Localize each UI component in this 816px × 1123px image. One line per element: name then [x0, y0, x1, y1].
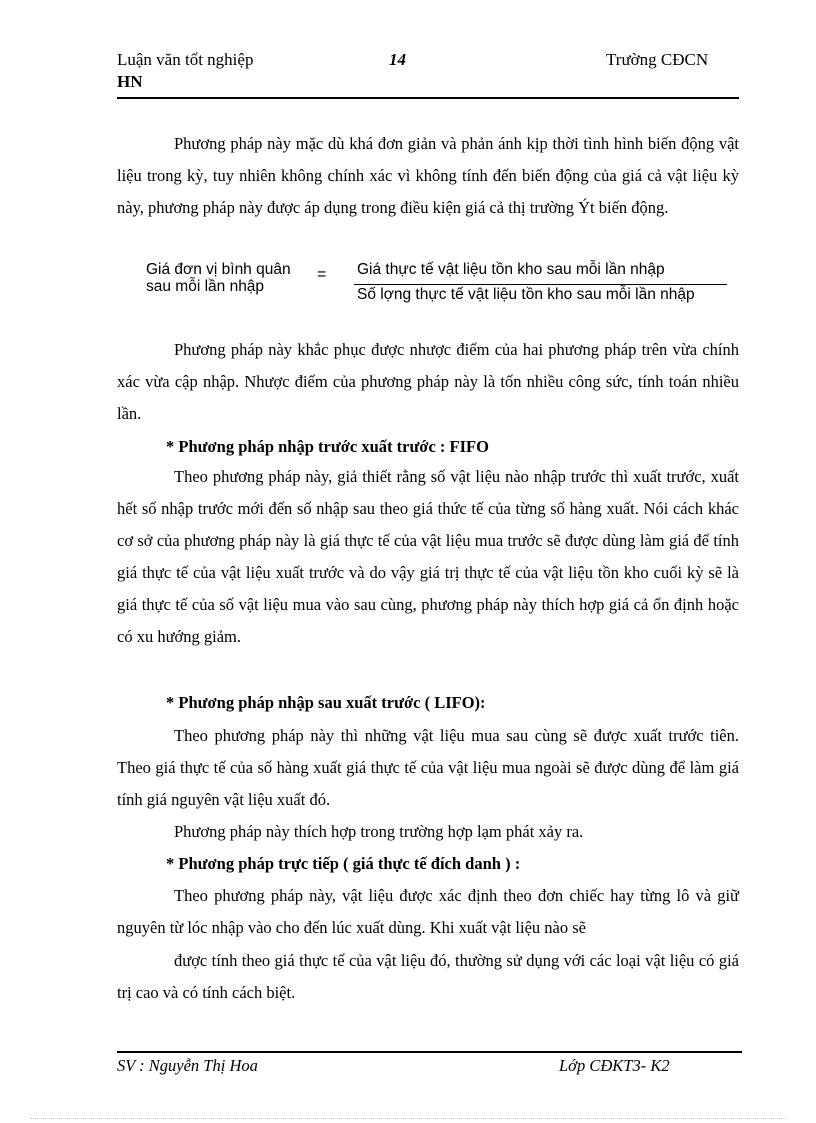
footer-class: Lớp CĐKT3- K2 — [559, 1056, 670, 1075]
paragraph-4: Theo phương pháp này thì những vật liệu mua sau cùng sẽ được xuất trước tiên. Theo giá thực tế của số hàng xuất giá thực tế của vật liệu mua ngoài sẽ được dùng để làm giá tính giá nguyên vật liệu xuất đó. — [117, 726, 739, 809]
page-edge-dots — [30, 1118, 786, 1119]
header-thesis-label: Luận văn tốt nghiệp — [117, 50, 254, 69]
paragraph-2: Phương pháp này khắc phục được nhược điểm của hai phương pháp trên vừa chính xác vừa cập nhập. Nhược điểm của phương pháp này là tốn nhiều công sức, tính toán nhiều lần. — [117, 340, 739, 423]
paragraph-1: Phương pháp này mặc dù khá đơn giản và phản ánh kịp thời tình hình biến động vật liệu trong kỳ, tuy nhiên không chính xác vì không tính đến biến động của giá cả vật liệu kỳ này, phương pháp này được áp dụng trong điều kiện giá cả thị trường Ýt biến động. — [117, 134, 739, 217]
paragraph-3: Theo phương pháp này, giả thiết rằng số vật liệu nào nhập trước thì xuất trước, xuất hết số nhập trước mới đến số nhập sau theo giá thức tế của từng số hàng xuất. Nói cách khác cơ sở của phương pháp này là giá thực tế của vật liệu mua trước sẽ được dùng làm giá để tính giá thực tế của vật liệu xuất trước và do vậy giá trị thực tế của vật liệu tồn kho cuối kỳ sẽ là giá thực tế của số vật liệu mua vào sau cùng, phương pháp này thích hợp giá cả ổn định hoặc có xu hướng giảm. — [117, 467, 739, 646]
formula-equals: = — [317, 266, 327, 283]
heading-fifo: * Phương pháp nhập trước xuất trước : FIFO — [166, 437, 489, 456]
footer-rule — [117, 1051, 742, 1053]
paragraph-7: được tính theo giá thực tế của vật liệu đó, thường sử dụng với các loại vật liệu có giá trị cao và có tính cách biệt. — [117, 951, 739, 1002]
header-left — [117, 49, 317, 93]
heading-lifo: * Phương pháp nhập sau xuất trước ( LIFO): — [166, 693, 486, 712]
formula-label: Giá đơn vị bình quân sau mỗi lần nhập — [146, 261, 291, 295]
header-school: Trường CĐCN — [606, 50, 709, 69]
footer-student: SV : Nguyễn Thị Hoa — [117, 1056, 258, 1075]
header-rule — [117, 97, 739, 99]
paragraph-6: Theo phương pháp này, vật liệu được xác định theo đơn chiếc hay từng lô và giữ nguyên từ lóc nhập vào cho đến lúc xuất dùng. Khi xuất vật liệu nào sẽ — [117, 886, 739, 937]
page-number: 14 — [389, 50, 406, 69]
formula-numerator: Giá thực tế vật liệu tồn kho sau mỗi lần nhập — [357, 261, 665, 278]
paragraph-5: Phương pháp này thích hợp trong trường hợp lạm phát xảy ra. — [174, 822, 584, 841]
header-hn-label: HN — [117, 72, 143, 91]
formula-denominator: Số lợng thực tế vật liệu tồn kho sau mỗi lần nhập — [357, 286, 695, 303]
fraction-bar — [354, 284, 727, 285]
heading-direct: * Phương pháp trực tiếp ( giá thực tế đích danh ) : — [166, 854, 521, 873]
